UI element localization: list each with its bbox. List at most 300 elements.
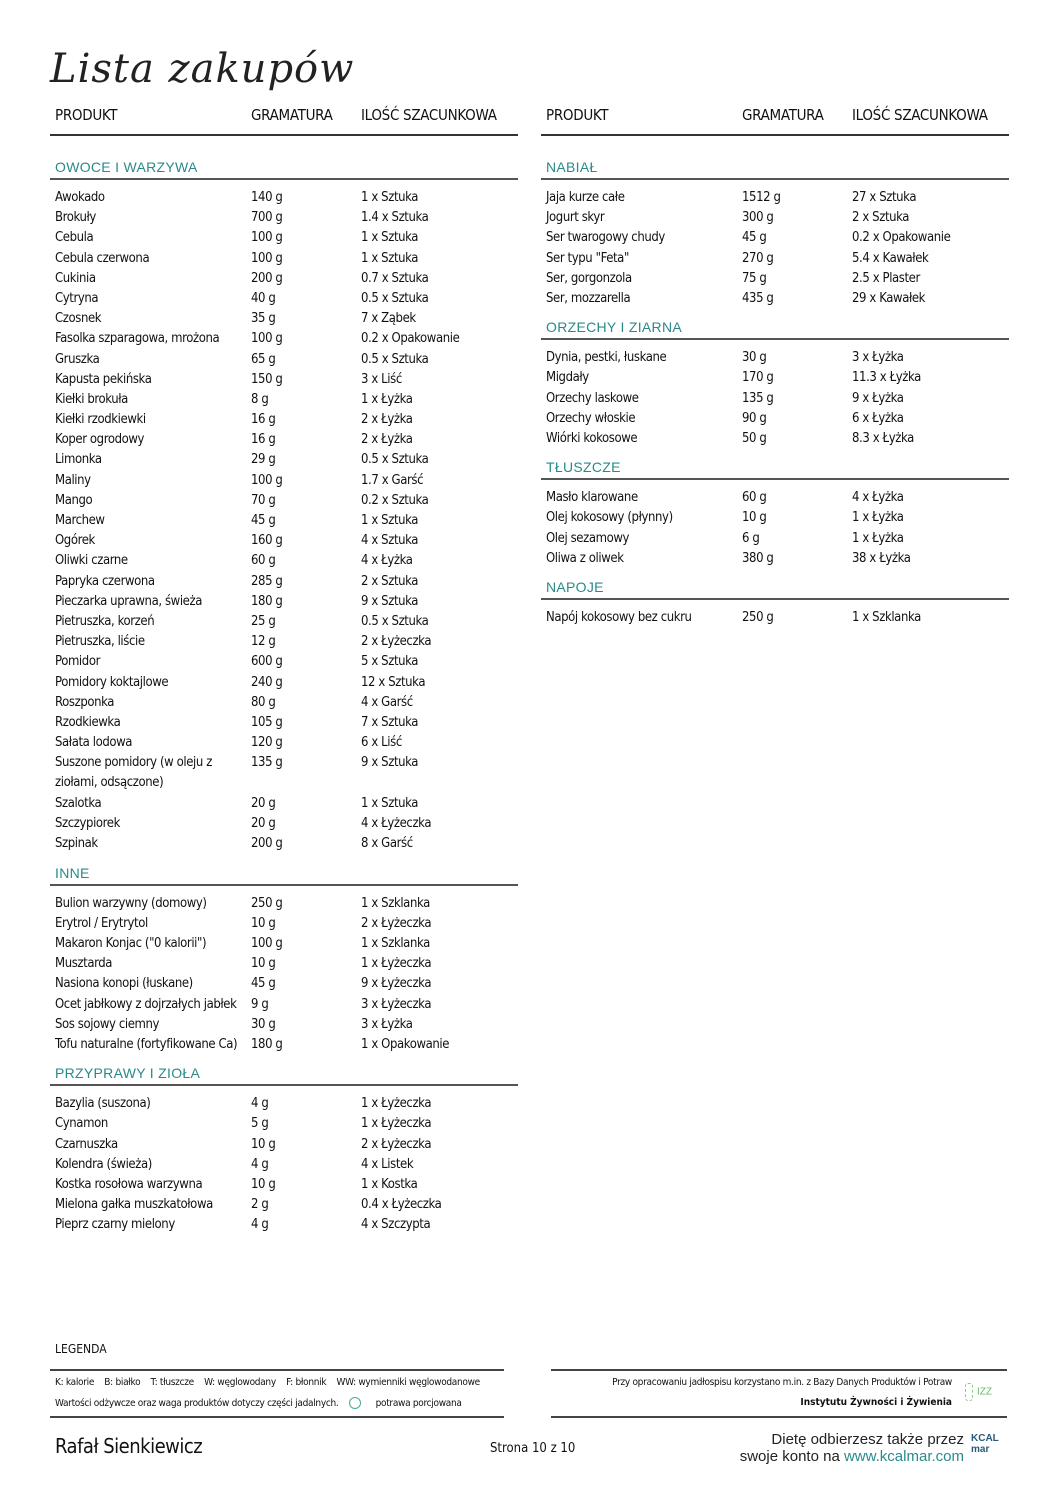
item-quantity: 2 x Łyżeczka: [361, 1136, 432, 1152]
item-weight: 30 g: [742, 350, 767, 366]
section: [50, 158, 518, 854]
item-quantity: 0.7 x Sztuka: [361, 270, 429, 286]
izz-logo-text: IZZ: [977, 1386, 992, 1398]
item-name: Mielona gałka muszkatołowa: [55, 1197, 213, 1213]
header-weight: GRAMATURA: [251, 106, 333, 124]
item-weight: 200 g: [251, 270, 283, 286]
item-quantity: 1 x Sztuka: [361, 190, 419, 205]
author-name: Rafał Sienkiewicz: [55, 1434, 203, 1458]
source-institute: Instytutu Żywności i Żywienia: [800, 1397, 952, 1408]
item-weight: 285 g: [251, 573, 283, 589]
item-weight: 50 g: [742, 430, 767, 446]
item-weight: 35 g: [251, 311, 276, 327]
item-name: Tofu naturalne (fortyfikowane Ca): [55, 1036, 238, 1052]
item-name: Oliwa z oliwek: [546, 550, 624, 566]
item-name: Fasolka szparagowa, mrożona: [55, 331, 220, 347]
item-quantity: 4 x Sztuka: [361, 533, 419, 549]
item-name: Jogurt skyr: [546, 210, 605, 226]
item-quantity: 2 x Sztuka: [852, 210, 910, 226]
header-product: PRODUKT: [55, 106, 118, 124]
section-title: PRZYPRAWY I ZIOŁA: [55, 1065, 201, 1082]
list-item: [50, 612, 518, 632]
item-quantity: 1 x Łyżeczka: [361, 1096, 432, 1112]
item-quantity: 27 x Sztuka: [852, 190, 917, 205]
item-weight: 250 g: [742, 610, 774, 625]
list-item: [50, 269, 518, 289]
item-name: Cytryna: [55, 290, 99, 306]
item-quantity: 1 x Łyżeczka: [361, 1116, 432, 1132]
list-item: [50, 1094, 518, 1114]
item-weight: 435 g: [742, 290, 774, 306]
item-weight: 65 g: [251, 351, 276, 367]
item-name: Gruszka: [55, 351, 100, 367]
item-name: Awokado: [55, 190, 105, 205]
item-weight: 140 g: [251, 190, 283, 205]
item-name: Ocet jabłkowy z dojrzałych jabłek: [55, 996, 237, 1012]
section-title: NABIAŁ: [546, 159, 598, 175]
item-weight: 100 g: [251, 472, 283, 488]
promo-line-2: swoje konto na: [739, 1448, 840, 1465]
item-quantity: 0.5 x Sztuka: [361, 452, 429, 468]
item-quantity: 3 x Łyżka: [361, 1016, 413, 1032]
section-title: ORZECHY I ZIARNA: [546, 319, 683, 336]
item-quantity: 1 x Łyżeczka: [361, 956, 432, 972]
item-weight: 9 g: [251, 996, 269, 1012]
list-item: [50, 592, 518, 612]
item-name: Czarnuszka: [55, 1136, 118, 1152]
list-item: [50, 531, 518, 551]
item-weight: 120 g: [251, 735, 283, 751]
list-item: [50, 572, 518, 592]
list-item: [50, 1195, 518, 1215]
item-weight: 75 g: [742, 270, 767, 286]
source-divider-bottom: [551, 1416, 1007, 1418]
item-quantity: 3 x Łyżka: [852, 350, 904, 366]
item-name: Pomidory koktajlowe: [55, 674, 169, 690]
item-weight: 10 g: [251, 1176, 276, 1192]
item-name: Nasiona konopi (łuskane): [55, 976, 193, 992]
section-title: INNE: [55, 864, 90, 881]
item-weight: 45 g: [251, 513, 276, 528]
item-quantity: 1 x Sztuka: [361, 513, 419, 528]
header-weight: GRAMATURA: [742, 106, 824, 124]
item-weight: 8 g: [251, 391, 269, 407]
item-name: Pietruszka, liście: [55, 634, 145, 650]
item-weight: 90 g: [742, 410, 767, 426]
item-name: Kiełki rzodkiewki: [55, 412, 146, 428]
item-name: Ser, gorgonzola: [546, 270, 632, 286]
section-divider: [541, 598, 1009, 600]
item-name: Pietruszka, korzeń: [55, 613, 155, 629]
list-item: [50, 228, 518, 248]
item-quantity: 12 x Sztuka: [361, 674, 426, 690]
item-quantity: 0.4 x Łyżeczka: [361, 1197, 442, 1213]
item-name: Brokuły: [55, 210, 96, 226]
item-quantity: 1 x Szklanka: [361, 895, 430, 911]
section-divider: [541, 478, 1009, 480]
item-weight: 100 g: [251, 250, 283, 266]
section-divider: [50, 178, 518, 180]
item-quantity: 0.2 x Opakowanie: [361, 331, 460, 347]
list-item: [541, 289, 1009, 309]
item-name: Kolendra (świeża): [55, 1156, 152, 1172]
item-name: Sos sojowy ciemny: [55, 1016, 160, 1032]
item-name: Ser twarogowy chudy: [546, 230, 665, 246]
item-quantity: 1 x Szklanka: [361, 935, 430, 951]
item-quantity: 0.5 x Sztuka: [361, 290, 429, 306]
item-quantity: 9 x Łyżeczka: [361, 976, 432, 992]
item-quantity: 0.5 x Sztuka: [361, 351, 429, 367]
list-item: [50, 652, 518, 672]
item-name: Maliny: [55, 472, 91, 488]
item-name: Cebula czerwona: [55, 250, 150, 266]
item-quantity: 5.4 x Kawałek: [852, 250, 929, 266]
list-item: [50, 410, 518, 430]
section-title: OWOCE I WARZYWA: [55, 159, 198, 175]
item-quantity: 1 x Opakowanie: [361, 1036, 450, 1052]
item-weight: 60 g: [251, 553, 276, 569]
list-item: [50, 350, 518, 370]
item-quantity: 0.5 x Sztuka: [361, 613, 429, 629]
list-item: [541, 608, 1009, 628]
item-quantity: 1.4 x Sztuka: [361, 210, 429, 226]
list-item: [541, 508, 1009, 528]
legend-note-text: Wartości odżywcze oraz waga produktów dotyczy części jadalnych.: [55, 1398, 339, 1409]
list-item: [541, 549, 1009, 569]
list-item: [50, 834, 518, 854]
item-weight: 135 g: [251, 755, 283, 771]
item-quantity: 4 x Łyżka: [361, 553, 413, 569]
item-name: Papryka czerwona: [55, 573, 155, 589]
section: [50, 1064, 518, 1235]
list-item: [50, 208, 518, 228]
list-item: [50, 1215, 518, 1235]
list-item: [50, 974, 518, 994]
list-item: [50, 794, 518, 814]
item-weight: 80 g: [251, 694, 276, 710]
item-quantity: 2.5 x Plaster: [852, 270, 920, 286]
list-item: [50, 370, 518, 390]
item-quantity: 2 x Łyżeczka: [361, 634, 432, 650]
list-item: [50, 511, 518, 531]
promo-line-1: Dietę odbierzesz także przez: [771, 1431, 964, 1448]
item-weight: 150 g: [251, 371, 283, 387]
list-item: [50, 673, 518, 693]
item-name: Olej kokosowy (płynny): [546, 510, 673, 526]
item-weight: 10 g: [251, 915, 276, 931]
list-item: [50, 1175, 518, 1195]
item-quantity: 4 x Łyżka: [852, 490, 904, 506]
item-name: Sałata lodowa: [55, 735, 133, 751]
item-weight: 40 g: [251, 290, 276, 306]
kcalmar-logo-top: KCAL: [971, 1433, 999, 1444]
item-quantity: 1 x Szklanka: [852, 610, 921, 625]
legend-divider-top: [50, 1369, 504, 1371]
item-weight: 100 g: [251, 935, 283, 951]
item-name: Napój kokosowy bez cukru: [546, 610, 692, 625]
item-weight: 250 g: [251, 895, 283, 911]
list-item: [541, 208, 1009, 228]
item-weight: 100 g: [251, 230, 283, 246]
item-name: Limonka: [55, 452, 102, 468]
item-weight: 45 g: [742, 230, 767, 246]
item-quantity: 0.2 x Opakowanie: [852, 230, 951, 246]
section-divider: [541, 338, 1009, 340]
item-quantity: 2 x Łyżka: [361, 432, 413, 448]
izz-logo: [965, 1383, 992, 1401]
item-quantity: 1 x Sztuka: [361, 230, 419, 246]
page-title: Lista zakupów: [50, 46, 355, 92]
section: [50, 864, 518, 1056]
item-quantity: 2 x Łyżka: [361, 412, 413, 428]
item-weight: 10 g: [251, 956, 276, 972]
item-name: Roszponka: [55, 694, 115, 710]
item-weight: 30 g: [251, 1016, 276, 1032]
item-quantity: 1 x Łyżka: [852, 530, 904, 546]
item-name: Koper ogrodowy: [55, 432, 145, 448]
list-item: [50, 491, 518, 511]
list-item: [50, 733, 518, 753]
item-weight: 4 g: [251, 1217, 269, 1233]
item-weight: 100 g: [251, 331, 283, 347]
item-weight: 5 g: [251, 1116, 269, 1132]
item-name: Cebula: [55, 230, 94, 246]
item-weight: 6 g: [742, 530, 760, 546]
list-item: [541, 269, 1009, 289]
item-name: Kiełki brokuła: [55, 391, 128, 407]
list-item: [541, 409, 1009, 429]
list-item: [541, 488, 1009, 508]
kcalmar-logo: [971, 1433, 1001, 1455]
item-name: Szpinak: [55, 836, 98, 852]
list-item: [50, 954, 518, 974]
item-name: Migdały: [546, 370, 589, 386]
source-divider-top: [551, 1369, 1007, 1371]
section-title: NAPOJE: [546, 579, 604, 595]
item-quantity: 7 x Ząbek: [361, 311, 416, 327]
promo-text: [740, 1431, 964, 1465]
item-name: Ser typu "Feta": [546, 250, 629, 266]
item-name: Szczypiorek: [55, 815, 120, 831]
list-item: [50, 934, 518, 954]
header-divider: [50, 134, 518, 136]
item-quantity: 5 x Sztuka: [361, 654, 419, 670]
legend-title: LEGENDA: [55, 1342, 107, 1356]
list-item: [50, 430, 518, 450]
section: [541, 578, 1009, 628]
list-item: [50, 814, 518, 834]
list-item: [50, 329, 518, 349]
list-item: [50, 309, 518, 329]
item-name: Musztarda: [55, 956, 113, 972]
kcalmar-link[interactable]: www.kcalmar.com: [843, 1448, 964, 1465]
item-quantity: 29 x Kawałek: [852, 290, 926, 306]
item-name: Suszone pomidory (w oleju z ziołami, odsączone): [55, 755, 212, 791]
item-name: Pieprz czarny mielony: [55, 1217, 175, 1233]
item-name: Dynia, pestki, łuskane: [546, 350, 667, 366]
item-name: Makaron Konjac ("0 kalorii"): [55, 935, 207, 951]
item-quantity: 6 x Łyżka: [852, 410, 904, 426]
item-name: Orzechy włoskie: [546, 410, 636, 426]
item-weight: 20 g: [251, 795, 276, 811]
table-header: [541, 106, 1009, 128]
list-item: [50, 450, 518, 470]
item-weight: 180 g: [251, 593, 283, 609]
item-quantity: 9 x Sztuka: [361, 593, 419, 609]
item-name: Marchew: [55, 513, 105, 528]
item-quantity: 4 x Garść: [361, 694, 413, 710]
item-name: Pieczarka uprawna, świeża: [55, 593, 202, 609]
item-weight: 29 g: [251, 452, 276, 468]
item-quantity: 11.3 x Łyżka: [852, 370, 921, 386]
item-quantity: 0.2 x Sztuka: [361, 492, 429, 508]
list-item: [50, 914, 518, 934]
list-item: [50, 995, 518, 1015]
item-weight: 10 g: [742, 510, 767, 526]
item-quantity: 1 x Sztuka: [361, 795, 419, 811]
list-item: [541, 529, 1009, 549]
item-quantity: 4 x Szczypta: [361, 1217, 431, 1233]
item-name: Kapusta pekińska: [55, 371, 152, 387]
list-item: [50, 894, 518, 914]
item-weight: 70 g: [251, 492, 276, 508]
legend-divider-bottom: [50, 1416, 504, 1418]
item-quantity: 2 x Łyżeczka: [361, 915, 432, 931]
list-item: [50, 753, 518, 793]
section-divider: [50, 884, 518, 886]
item-quantity: 3 x Liść: [361, 371, 402, 387]
list-item: [541, 188, 1009, 208]
section-title: TŁUSZCZE: [546, 459, 621, 476]
item-quantity: 6 x Liść: [361, 735, 402, 751]
list-item: [50, 188, 518, 208]
section: [541, 458, 1009, 569]
header-product: PRODUKT: [546, 106, 609, 124]
item-name: Oliwki czarne: [55, 553, 128, 569]
item-name: Erytrol / Erytrytol: [55, 915, 148, 931]
list-item: [50, 1035, 518, 1055]
item-weight: 2 g: [251, 1197, 269, 1213]
item-weight: 105 g: [251, 714, 283, 730]
item-name: Cukinia: [55, 270, 96, 286]
item-name: Kostka rosołowa warzywna: [55, 1176, 203, 1192]
item-quantity: 4 x Listek: [361, 1156, 414, 1172]
item-quantity: 3 x Łyżeczka: [361, 996, 432, 1012]
item-name: Olej sezamowy: [546, 530, 630, 546]
item-weight: 170 g: [742, 370, 774, 386]
item-weight: 180 g: [251, 1036, 283, 1052]
item-weight: 20 g: [251, 815, 276, 831]
header-qty: ILOŚĆ SZACUNKOWA: [361, 106, 497, 124]
header-divider: [541, 134, 1009, 136]
item-quantity: 1.7 x Garść: [361, 472, 424, 488]
item-weight: 60 g: [742, 490, 767, 506]
item-weight: 300 g: [742, 210, 774, 226]
section: [541, 318, 1009, 449]
item-quantity: 1 x Łyżka: [361, 391, 413, 407]
item-weight: 200 g: [251, 836, 283, 852]
item-weight: 12 g: [251, 634, 276, 650]
item-weight: 270 g: [742, 250, 774, 266]
item-weight: 600 g: [251, 654, 283, 670]
table-header: [50, 106, 518, 128]
section: [541, 158, 1009, 309]
list-item: [50, 632, 518, 652]
list-item: [541, 368, 1009, 388]
item-name: Pomidor: [55, 654, 100, 670]
item-weight: 240 g: [251, 674, 283, 690]
section-divider: [50, 1084, 518, 1086]
item-name: Bazylia (suszona): [55, 1096, 151, 1112]
list-item: [50, 1135, 518, 1155]
legend-portion-label: potrawa porcjowana: [375, 1398, 462, 1409]
list-item: [50, 693, 518, 713]
item-weight: 16 g: [251, 412, 276, 428]
item-weight: 380 g: [742, 550, 774, 566]
item-name: Bulion warzywny (domowy): [55, 895, 207, 911]
item-quantity: 9 x Łyżka: [852, 390, 904, 406]
list-item: [50, 471, 518, 491]
list-item: [50, 390, 518, 410]
list-item: [50, 289, 518, 309]
item-name: Mango: [55, 492, 93, 508]
item-weight: 25 g: [251, 613, 276, 629]
item-weight: 45 g: [251, 976, 276, 992]
item-name: Czosnek: [55, 311, 102, 327]
list-item: [50, 713, 518, 733]
item-name: Szalotka: [55, 795, 102, 811]
item-quantity: 8.3 x Łyżka: [852, 430, 914, 446]
item-quantity: 1 x Sztuka: [361, 250, 419, 266]
item-weight: 1512 g: [742, 190, 781, 205]
item-weight: 4 g: [251, 1156, 269, 1172]
item-quantity: 1 x Łyżka: [852, 510, 904, 526]
list-item: [50, 1155, 518, 1175]
item-quantity: 7 x Sztuka: [361, 714, 419, 730]
kcalmar-logo-bottom: mar: [971, 1444, 990, 1455]
item-weight: 160 g: [251, 533, 283, 549]
item-weight: 4 g: [251, 1096, 269, 1112]
item-weight: 700 g: [251, 210, 283, 226]
item-quantity: 38 x Łyżka: [852, 550, 911, 566]
section-divider: [541, 178, 1009, 180]
item-name: Rzodkiewka: [55, 714, 121, 730]
item-weight: 10 g: [251, 1136, 276, 1152]
list-item: [50, 249, 518, 269]
list-item: [50, 551, 518, 571]
legend-note: [55, 1397, 462, 1409]
list-item: [541, 249, 1009, 269]
item-name: Ogórek: [55, 533, 95, 549]
item-name: Wiórki kokosowe: [546, 430, 638, 446]
item-name: Masło klarowane: [546, 490, 638, 506]
list-item: [541, 429, 1009, 449]
list-item: [50, 1114, 518, 1134]
page-number: Strona 10 z 10: [490, 1441, 576, 1456]
item-name: Ser, mozzarella: [546, 290, 631, 306]
item-quantity: 8 x Garść: [361, 836, 413, 852]
legend-abbreviations: K: kalorie B: białko T: tłuszcze W: węglowodany F: błonnik WW: wymienniki węglowodanowe: [55, 1377, 480, 1388]
wheat-icon: [965, 1383, 973, 1401]
item-name: Jaja kurze całe: [546, 190, 625, 205]
list-item: [541, 228, 1009, 248]
header-qty: ILOŚĆ SZACUNKOWA: [852, 106, 988, 124]
item-quantity: 2 x Sztuka: [361, 573, 419, 589]
source-note: Przy opracowaniu jadłospisu korzystano m.in. z Bazy Danych Produktów i Potraw: [612, 1377, 952, 1388]
list-item: [50, 1015, 518, 1035]
item-name: Orzechy laskowe: [546, 390, 639, 406]
item-quantity: 4 x Łyżeczka: [361, 815, 432, 831]
